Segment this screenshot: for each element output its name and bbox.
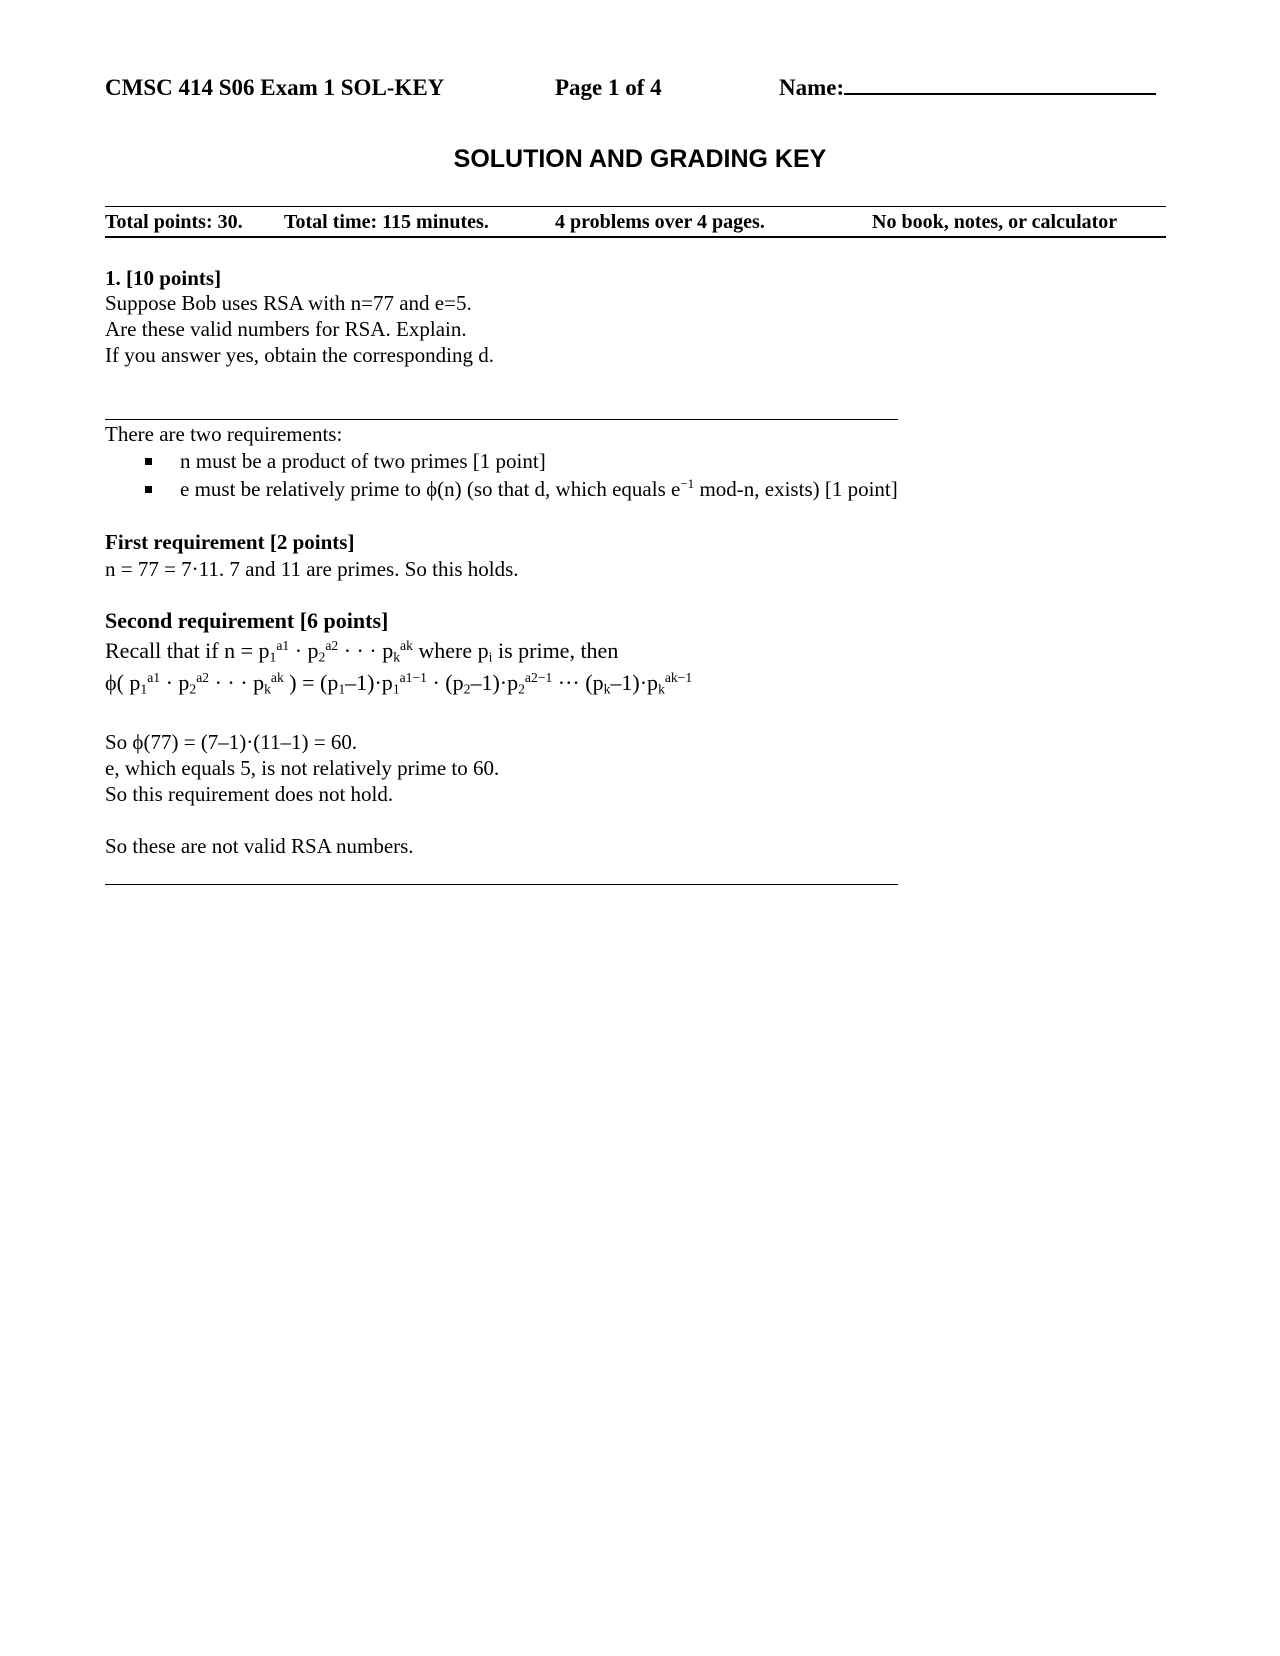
requirement-bullet: e must be relatively prime to ϕ(n) (so that d, which equals $e^{-1}$ mod-n, exists) [1 point]: [180, 476, 898, 501]
bullet-marker: [145, 458, 152, 465]
bullet-marker: [145, 486, 152, 493]
first-requirement-heading: First requirement [2 points]: [105, 530, 355, 554]
page-number: Page 1 of 4: [555, 75, 662, 100]
requirement-bullet: n must be a product of two primes [1 point]: [180, 449, 546, 473]
name-blank-line: [844, 75, 1156, 95]
question-line: Are these valid numbers for RSA. Explain.: [105, 317, 467, 341]
phi-formula: ϕ( $p_1^{a1} \cdot p_2^{a2}$ · · · $p_k^{ak}$ ) = $(p_1-1)\cdot p_1^{a1-1} \cdot (p_2-1)\cdot p_2^{a2-1}$ ··· $(p_k-1)\cdot p_k^{ak-1}$: [105, 669, 693, 697]
question-line: Suppose Bob uses RSA with n=77 and e=5.: [105, 291, 472, 315]
top-divider: [105, 206, 1166, 207]
bottom-divider: [105, 884, 898, 885]
phi-formula-premise: Recall that if $n = p_1^{a1} \cdot p_2^{a2}$ · · · $p_k^{ak}$ where $p_i$ is prime, then: [105, 637, 619, 665]
name-label: Name:: [779, 75, 845, 100]
question-line: If you answer yes, obtain the corresponding d.: [105, 343, 494, 367]
name-field: [779, 75, 1156, 101]
conclusion-line: So ϕ(77) = (7–1)·(11–1) = 60.: [105, 730, 358, 754]
requirements-intro: There are two requirements:: [105, 422, 343, 446]
total-points: Total points: 30.: [105, 211, 243, 233]
conclusion-line: e, which equals 5, is not relatively prime to 60.: [105, 756, 500, 780]
problem-heading: 1. [10 points]: [105, 266, 222, 290]
exam-rules: No book, notes, or calculator: [872, 211, 1118, 233]
exam-info-bar: [105, 211, 1166, 238]
first-requirement-text: n = 77 = 7·11. 7 and 11 are primes. So this holds.: [105, 557, 519, 581]
answer-divider: [105, 419, 898, 420]
final-answer: So these are not valid RSA numbers.: [105, 834, 414, 858]
second-requirement-heading: Second requirement [6 points]: [105, 608, 389, 633]
conclusion-line: So this requirement does not hold.: [105, 782, 394, 806]
total-time: Total time: 115 minutes.: [284, 211, 489, 233]
page-title: SOLUTION AND GRADING KEY: [453, 145, 827, 173]
course-header: CMSC 414 S06 Exam 1 SOL-KEY: [105, 75, 445, 100]
problem-count: 4 problems over 4 pages.: [555, 211, 765, 233]
